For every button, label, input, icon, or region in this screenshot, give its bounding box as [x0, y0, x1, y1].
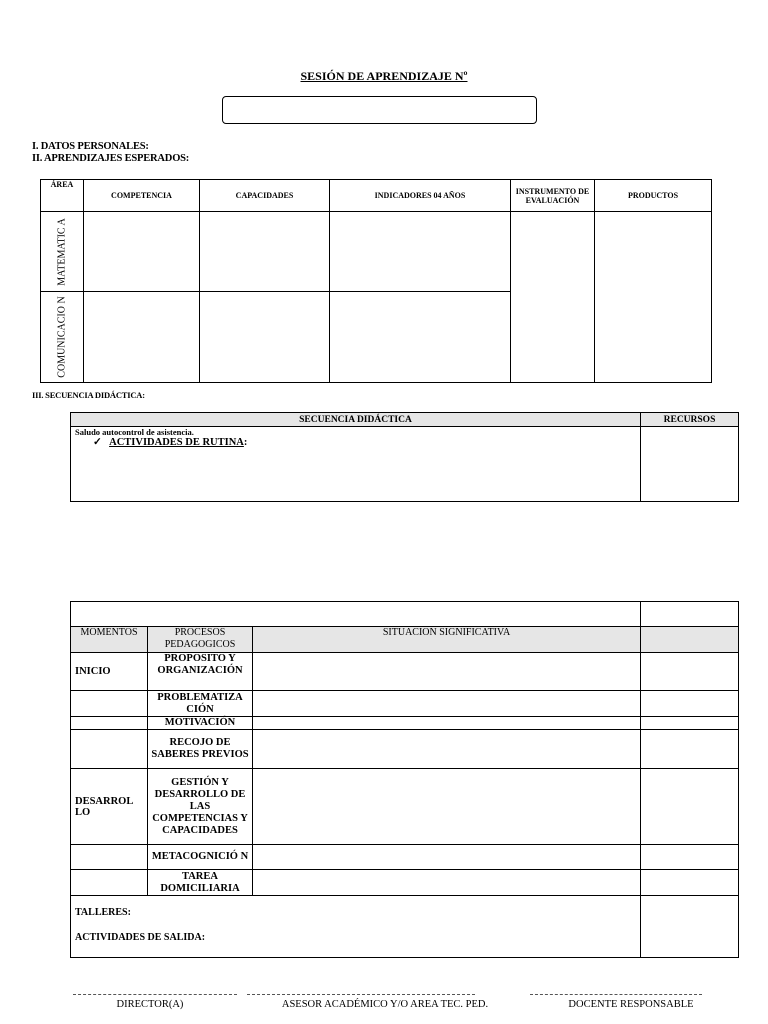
situacion-cell[interactable] — [253, 870, 641, 896]
situacion-cell[interactable] — [253, 653, 641, 691]
competencia-cell[interactable] — [84, 212, 200, 292]
talleres-salida-cell[interactable] — [71, 896, 641, 958]
header-recursos: RECURSOS — [641, 413, 739, 427]
header-momentos: MOMENTOS — [71, 627, 148, 653]
situacion-cell[interactable] — [253, 717, 641, 730]
area-cell-comunicacion — [41, 292, 84, 383]
section-secuencia-didactica: III. SECUENCIA DIDÁCTICA: — [32, 390, 145, 400]
proceso-metacognicion: METACOGNICIÓ N — [148, 845, 253, 870]
saludo-text: Saludo autocontrol de asistencia. — [75, 427, 194, 437]
area-cell-matematica — [41, 212, 84, 292]
indicadores-cell[interactable] — [330, 292, 511, 383]
recursos-cell[interactable] — [641, 717, 739, 730]
recursos-cell[interactable] — [641, 769, 739, 845]
signature-docente: DOCENTE RESPONSABLE — [568, 999, 694, 1010]
header-secuencia: SECUENCIA DIDÁCTICA — [71, 413, 641, 427]
productos-cell[interactable] — [595, 212, 712, 383]
recursos-cell[interactable] — [641, 427, 739, 502]
header-blank — [641, 627, 739, 653]
header-situacion: SITUACION SIGNIFICATIVA — [253, 627, 641, 653]
session-number-box[interactable] — [222, 96, 537, 124]
situacion-cell[interactable] — [253, 845, 641, 870]
recursos-cell[interactable] — [641, 691, 739, 717]
section-datos-personales: I. DATOS PERSONALES: — [32, 141, 149, 152]
recursos-cell[interactable] — [641, 870, 739, 896]
recursos-cell[interactable] — [641, 845, 739, 870]
proceso-proposito: PROPOSITO Y ORGANIZACIÓN — [148, 653, 253, 691]
capacidades-cell[interactable] — [200, 292, 330, 383]
momento-empty — [71, 691, 148, 717]
momento-empty — [71, 730, 148, 769]
blank-right-cell[interactable] — [641, 602, 739, 627]
momento-empty — [71, 870, 148, 896]
proceso-tarea: TAREA DOMICILIARIA — [148, 870, 253, 896]
area-label-comunicacion: COMUNICACIO N — [56, 296, 68, 378]
momento-empty — [71, 717, 148, 730]
actividades-salida-label: ACTIVIDADES DE SALIDA: — [75, 932, 206, 943]
document-title: SESIÓN DE APRENDIZAJE Nº — [300, 69, 468, 83]
header-competencia: COMPETENCIA — [84, 180, 200, 212]
signature-line-director — [73, 994, 237, 995]
proceso-saberes-previos: RECOJO DE SABERES PREVIOS — [148, 730, 253, 769]
momentos-table — [70, 601, 739, 958]
situacion-cell[interactable] — [253, 691, 641, 717]
proceso-gestion: GESTIÓN Y DESARROLLO DE LAS COMPETENCIAS Y CAPACIDADES — [148, 769, 253, 845]
section-aprendizajes-esperados: II. APRENDIZAJES ESPERADOS: — [32, 153, 190, 164]
header-indicadores: INDICADORES 04 AÑOS — [330, 180, 511, 212]
header-productos: PRODUCTOS — [595, 180, 712, 212]
actividades-rutina-item: ✓ ACTIVIDADES DE RUTINA: — [93, 437, 248, 448]
situacion-cell[interactable] — [253, 769, 641, 845]
capacidades-cell[interactable] — [200, 212, 330, 292]
header-instrumento: INSTRUMENTO DE EVALUACIÓN — [511, 180, 595, 212]
indicadores-cell[interactable] — [330, 212, 511, 292]
header-capacidades: CAPACIDADES — [200, 180, 330, 212]
competencia-cell[interactable] — [84, 292, 200, 383]
signature-director: DIRECTOR(A) — [116, 999, 184, 1010]
blank-title-cell[interactable] — [71, 602, 641, 627]
actividades-rutina-label: ACTIVIDADES DE RUTINA — [109, 437, 244, 448]
header-procesos: PROCESOS PEDAGOGICOS — [148, 627, 253, 653]
momento-desarrollo: DESARROL LO — [71, 769, 148, 845]
recursos-cell[interactable] — [641, 730, 739, 769]
signature-asesor: ASESOR ACADÉMICO Y/O AREA TEC. PED. — [281, 999, 489, 1010]
momento-empty — [71, 845, 148, 870]
proceso-problematizacion: PROBLEMATIZA CIÓN — [148, 691, 253, 717]
talleres-label: TALLERES: — [75, 907, 131, 918]
instrumento-cell[interactable] — [511, 212, 595, 383]
signature-line-asesor — [247, 994, 475, 995]
area-label-matematica: MATEMATIC A — [56, 217, 68, 286]
recursos-cell[interactable] — [641, 653, 739, 691]
signature-line-docente — [530, 994, 702, 995]
situacion-cell[interactable] — [253, 730, 641, 769]
header-area: ÁREA — [41, 180, 84, 212]
check-icon: ✓ — [93, 437, 102, 448]
proceso-motivacion: MOTIVACIÓN — [148, 717, 253, 730]
secuencia-table — [70, 412, 739, 502]
recursos-cell[interactable] — [641, 896, 739, 958]
aprendizajes-table — [40, 179, 712, 383]
momento-inicio: INICIO — [71, 653, 148, 691]
